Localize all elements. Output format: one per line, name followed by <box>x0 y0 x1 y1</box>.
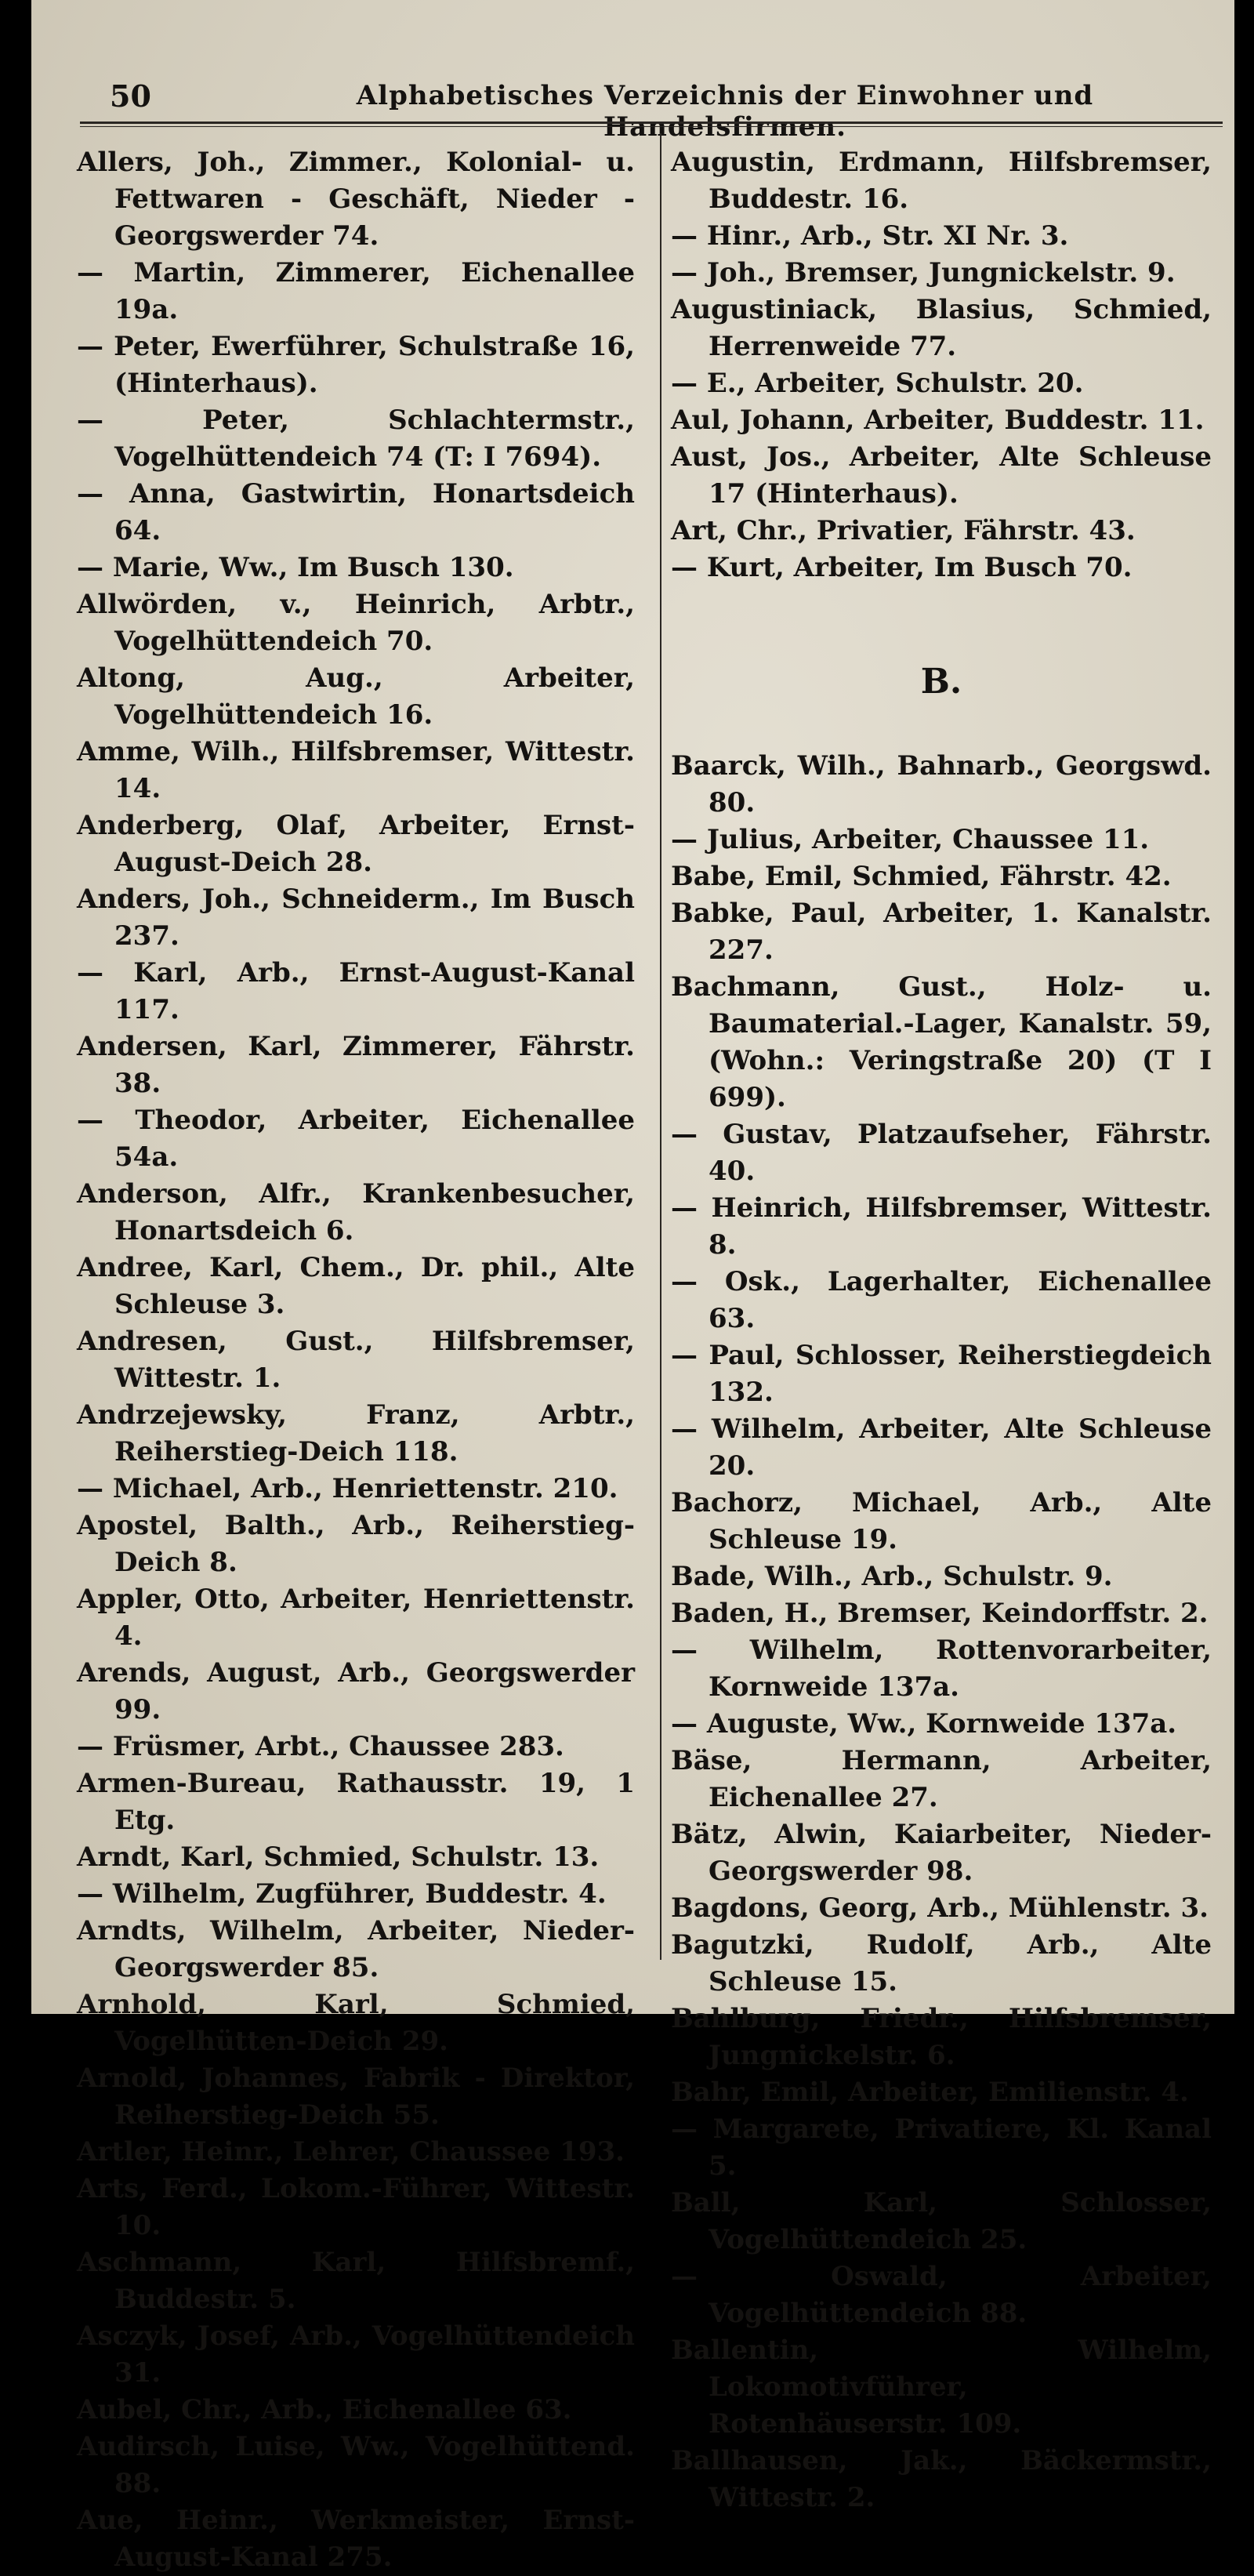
directory-entry: — Margarete, Privatiere, Kl. Kanal 5. <box>671 2113 1212 2182</box>
page-number: 50 <box>110 78 151 114</box>
directory-entry: Arndts, Wilhelm, Arbeiter, Nieder-Georgswerder 85. <box>77 1915 635 1983</box>
directory-entry: — Marie, Ww., Im Busch 130. <box>77 552 514 583</box>
left-column <box>77 144 635 2576</box>
directory-entry: — Wilhelm, Rottenvorarbeiter, Kornweide 137a. <box>671 1634 1212 1703</box>
directory-entry: — Heinrich, Hilfsbremser, Wittestr. 8. <box>671 1192 1212 1261</box>
directory-entry: Arends, August, Arb., Georgswerder 99. <box>77 1657 635 1725</box>
directory-entry: — Karl, Arb., Ernst-August-Kanal 117. <box>77 957 635 1025</box>
directory-entry: Anders, Joh., Schneiderm., Im Busch 237. <box>77 883 635 952</box>
directory-entry: Augustiniack, Blasius, Schmied, Herrenweide 77. <box>671 294 1212 362</box>
right-column-a-entries <box>671 144 1212 586</box>
directory-entry: — Julius, Arbeiter, Chaussee 11. <box>671 824 1150 855</box>
directory-entry: — Joh., Bremser, Jungnickelstr. 9. <box>671 257 1176 288</box>
column-divider <box>660 133 661 1960</box>
directory-entry: Bätz, Alwin, Kaiarbeiter, Nieder-Georgswerder 98. <box>671 1819 1212 1887</box>
directory-entry: Arnhold, Karl, Schmied, Vogelhütten-Deich 29. <box>77 1989 635 2057</box>
directory-entry: — Anna, Gastwirtin, Honartsdeich 64. <box>77 478 635 546</box>
right-column <box>671 144 1212 2516</box>
directory-entry: — Wilhelm, Arbeiter, Alte Schleuse 20. <box>671 1413 1212 1482</box>
directory-entry: — Michael, Arb., Henriettenstr. 210. <box>77 1473 618 1504</box>
directory-entry: Andree, Karl, Chem., Dr. phil., Alte Schleuse 3. <box>77 1252 635 1320</box>
directory-entry: Appler, Otto, Arbeiter, Henriettenstr. 4. <box>77 1584 635 1652</box>
directory-entry: Ball, Karl, Schlosser, Vogelhüttendeich 25. <box>671 2187 1212 2255</box>
right-column-b-entries <box>671 748 1212 2516</box>
directory-entry: Arts, Ferd., Lokom.-Führer, Wittestr. 10. <box>77 2173 635 2241</box>
directory-entry: — Theodor, Arbeiter, Eichenallee 54a. <box>77 1105 635 1173</box>
directory-entry: Armen-Bureau, Rathausstr. 19, 1 Etg. <box>77 1768 635 1836</box>
directory-entry: Asczyk, Josef, Arb., Vogelhüttendeich 31. <box>77 2320 635 2389</box>
directory-entry: Bahlburg, Friedr., Hilfsbremser, Jungnickelstr. 6. <box>671 2003 1212 2071</box>
page-header <box>86 72 1207 143</box>
directory-entry: Andrzejewsky, Franz, Arbtr., Reiherstieg-Deich 118. <box>77 1399 635 1468</box>
directory-entry: Bagutzki, Rudolf, Arb., Alte Schleuse 15. <box>671 1929 1212 1997</box>
header-rule <box>80 122 1223 127</box>
directory-entry: — Martin, Zimmerer, Eichenallee 19a. <box>77 257 635 325</box>
directory-entry: Apostel, Balth., Arb., Reiherstieg-Deich 8. <box>77 1510 635 1578</box>
directory-entry: Amme, Wilh., Hilfsbremser, Wittestr. 14. <box>77 736 635 804</box>
directory-entry: Andersen, Karl, Zimmerer, Fährstr. 38. <box>77 1031 635 1099</box>
directory-entry: Altong, Aug., Arbeiter, Vogelhüttendeich 16. <box>77 662 635 731</box>
section-letter: B. <box>920 662 962 702</box>
directory-entry: Bagdons, Georg, Arb., Mühlenstr. 3. <box>671 1892 1209 1924</box>
directory-entry: Aschmann, Karl, Hilfsbremf., Buddestr. 5. <box>77 2247 635 2315</box>
directory-entry: — Oswald, Arbeiter, Vogelhüttendeich 88. <box>671 2261 1212 2329</box>
directory-entry: Babke, Paul, Arbeiter, 1. Kanalstr. 227. <box>671 898 1212 966</box>
directory-entry: — E., Arbeiter, Schulstr. 20. <box>671 368 1084 399</box>
directory-entry: Art, Chr., Privatier, Fährstr. 43. <box>671 515 1136 546</box>
directory-entry: Augustin, Erdmann, Hilfsbremser, Buddestr. 16. <box>671 147 1212 215</box>
directory-entry: — Hinr., Arb., Str. XI Nr. 3. <box>671 220 1069 252</box>
page-title: Alphabetisches Verzeichnis der Einwohner und Handelsfirmen. <box>356 80 1094 143</box>
directory-entry: Bade, Wilh., Arb., Schulstr. 9. <box>671 1561 1113 1592</box>
directory-entry: — Wilhelm, Zugführer, Buddestr. 4. <box>77 1878 607 1910</box>
directory-entry: Anderberg, Olaf, Arbeiter, Ernst-August-Deich 28. <box>77 810 635 878</box>
directory-entry: Baden, H., Bremser, Keindorffstr. 2. <box>671 1598 1209 1629</box>
directory-entry: — Gustav, Platzaufseher, Fährstr. 40. <box>671 1119 1212 1187</box>
directory-entry: Arndt, Karl, Schmied, Schulstr. 13. <box>77 1841 600 1873</box>
directory-entry: Anderson, Alfr., Krankenbesucher, Honartsdeich 6. <box>77 1178 635 1246</box>
directory-entry: — Osk., Lagerhalter, Eichenallee 63. <box>671 1266 1212 1334</box>
directory-entry: Allers, Joh., Zimmer., Kolonial- u. Fettwaren - Geschäft, Nieder - Georgswerder 74. <box>77 147 635 252</box>
directory-entry: Bahr, Emil, Arbeiter, Emilienstr. 4. <box>671 2077 1189 2108</box>
directory-entry: Aubel, Chr., Arb., Eichenallee 63. <box>77 2394 572 2425</box>
directory-entry: Aul, Johann, Arbeiter, Buddestr. 11. <box>671 405 1205 436</box>
directory-entry: Arnold, Johannes, Fabrik - Direktor, Reiherstieg-Deich 55. <box>77 2063 635 2131</box>
directory-entry: Aue, Heinr., Werkmeister, Ernst-August-Kanal 275. <box>77 2505 635 2573</box>
directory-entry: Bachorz, Michael, Arb., Alte Schleuse 19. <box>671 1487 1212 1555</box>
directory-entry: Baarck, Wilh., Bahnarb., Georgswd. 80. <box>671 750 1212 818</box>
directory-entry: Ballentin, Wilhelm, Lokomotivführer, Rotenhäuserstr. 109. <box>671 2335 1212 2440</box>
directory-entry: — Peter, Ewerführer, Schulstraße 16, (Hinterhaus). <box>77 331 635 399</box>
directory-entry: — Auguste, Ww., Kornweide 137a. <box>671 1708 1177 1740</box>
directory-entry: Ballhausen, Jak., Bäckermstr., Wittestr. 2. <box>671 2445 1212 2513</box>
directory-entry: Aust, Jos., Arbeiter, Alte Schleuse 17 (Hinterhaus). <box>671 441 1212 510</box>
directory-entry: Andresen, Gust., Hilfsbremser, Wittestr. 1. <box>77 1326 635 1394</box>
directory-entry: Bachmann, Gust., Holz- u. Baumaterial.-Lager, Kanalstr. 59, (Wohn.: Veringstraße 20) (T I 699). <box>671 971 1212 1113</box>
directory-entry: — Kurt, Arbeiter, Im Busch 70. <box>671 552 1133 583</box>
directory-entry: Bäse, Hermann, Arbeiter, Eichenallee 27. <box>671 1745 1212 1813</box>
directory-entry: Allwörden, v., Heinrich, Arbtr., Vogelhüttendeich 70. <box>77 589 635 657</box>
directory-entry: — Früsmer, Arbt., Chaussee 283. <box>77 1731 564 1762</box>
directory-entry: — Peter, Schlachtermstr., Vogelhüttendeich 74 (T: I 7694). <box>77 405 635 473</box>
directory-entry: — Paul, Schlosser, Reiherstiegdeich 132. <box>671 1340 1212 1408</box>
directory-entry: Audirsch, Luise, Ww., Vogelhüttend. 88. <box>77 2431 635 2499</box>
directory-page <box>31 0 1234 2573</box>
directory-entry: Artler, Heinr., Lehrer, Chaussee 193. <box>77 2136 625 2168</box>
directory-entry: Babe, Emil, Schmied, Fährstr. 42. <box>671 861 1172 892</box>
